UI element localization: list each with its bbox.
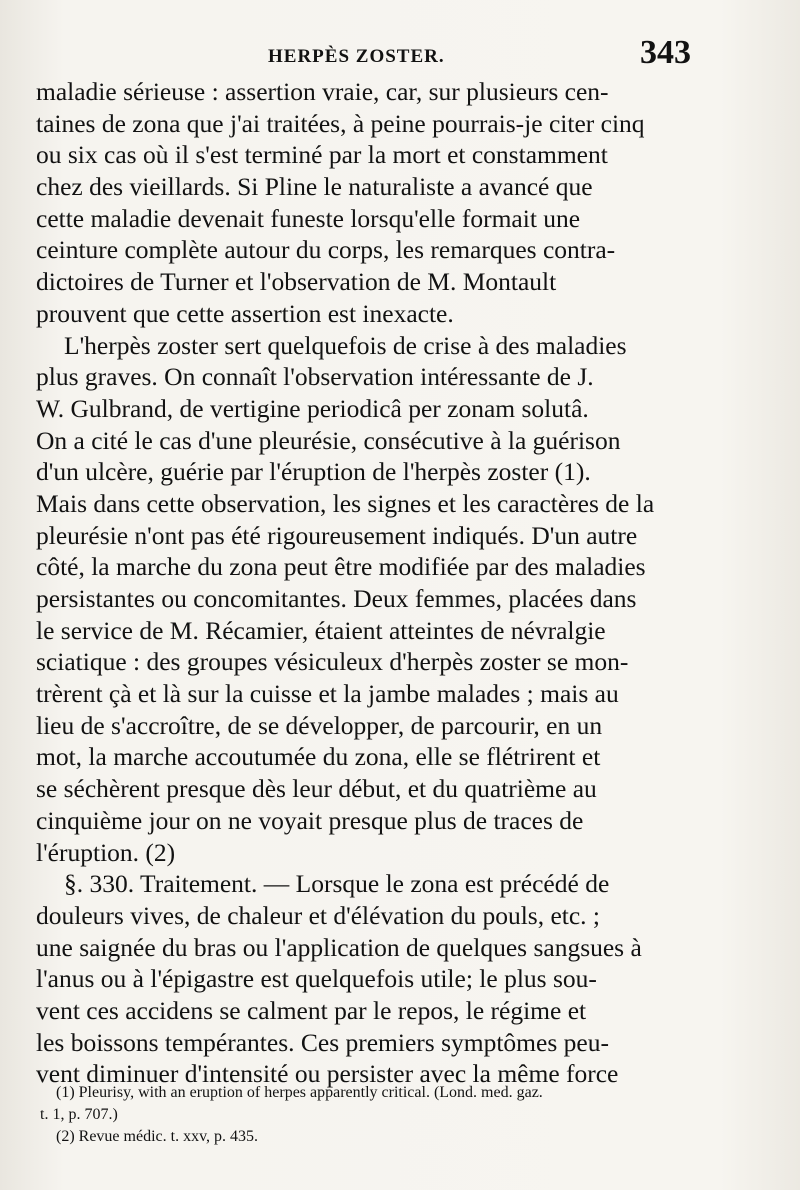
text-line: vent ces accidens se calment par le repos, le régime et (36, 995, 587, 1025)
text-line: ceinture complète autour du corps, les remarques contra- (36, 235, 616, 265)
text-line: ou six cas où il s'est terminé par la mort et constamment (36, 140, 608, 170)
text-line: cinquième jour on ne voyait presque plus de traces de (36, 805, 584, 835)
text-line: mot, la marche accoutumée du zona, elle se flétrirent et (36, 742, 601, 772)
text-line: l'éruption. (2) (36, 837, 176, 867)
text-line: d'un ulcère, guérie par l'éruption de l'herpès zoster (1). (36, 457, 591, 487)
text-line: douleurs vives, de chaleur et d'élévation du pouls, etc. ; (36, 900, 601, 930)
text-line: lieu de s'accroître, de se développer, de parcourir, en un (36, 710, 603, 740)
text-line: prouvent que cette assertion est inexacte. (36, 298, 454, 328)
footnote-line: (1) Pleurisy, with an eruption of herpes apparently critical. (Lond. med. gaz. (56, 1084, 543, 1101)
text-line: dictoires de Turner et l'observation de M. Montault (36, 267, 557, 297)
running-title: HERPÈS ZOSTER. (268, 46, 445, 67)
text-line: l'anus ou à l'épigastre est quelquefois utile; le plus sou- (36, 964, 597, 994)
text-line: maladie sérieuse : assertion vraie, car, sur plusieurs cen- (36, 77, 609, 106)
text-line: §. 330. Traitement. — Lorsque le zona est précédé de (64, 869, 610, 899)
footnotes (40, 1082, 700, 1148)
text-line: une saignée du bras ou l'application de quelques sangsues à (36, 932, 642, 962)
text-line: Mais dans cette observation, les signes et les caractères de la (36, 488, 655, 518)
text-line: vent diminuer d'intensité ou persister avec la même force (36, 1059, 619, 1089)
text-line: côté, la marche du zona peut être modifiée par des maladies (36, 552, 646, 582)
text-line: le service de M. Récamier, étaient atteintes de névralgie (36, 615, 606, 645)
text-line: sciatique : des groupes vésiculeux d'herpès zoster se mon- (36, 647, 629, 677)
text-line: chez des vieillards. Si Pline le naturaliste a avancé que (36, 172, 593, 202)
text-line: persistantes ou concomitantes. Deux femmes, placées dans (36, 584, 637, 613)
page-number: 343 (640, 34, 691, 71)
footnote-line: (2) Revue médic. t. xxv, p. 435. (56, 1128, 259, 1145)
text-line: pleurésie n'ont pas été rigoureusement indiqués. D'un autre (36, 520, 638, 550)
text-line: L'herpès zoster sert quelquefois de crise à des maladies (64, 330, 627, 360)
text-line: plus graves. On connaît l'observation intéressante de J. (36, 362, 594, 392)
text-line: taines de zona que j'ai traitées, à peine pourrais-je citer cinq (36, 108, 645, 138)
text-line: les boissons tempérantes. Ces premiers symptômes peu- (36, 1027, 609, 1057)
text-line: On a cité le cas d'une pleurésie, consécutive à la guérison (36, 425, 621, 455)
text-line: cette maladie devenait funeste lorsqu'elle formait une (36, 203, 581, 233)
text-line: se séchèrent presque dès leur début, et du quatrième au (36, 774, 597, 804)
text-line: W. Gulbrand, de vertigine periodicâ per zonam solutâ. (36, 393, 589, 423)
body-text (36, 76, 696, 1090)
footnote-line: t. 1, p. 707.) (40, 1106, 118, 1123)
text-line: trèrent çà et là sur la cuisse et la jambe malades ; mais au (36, 679, 619, 709)
